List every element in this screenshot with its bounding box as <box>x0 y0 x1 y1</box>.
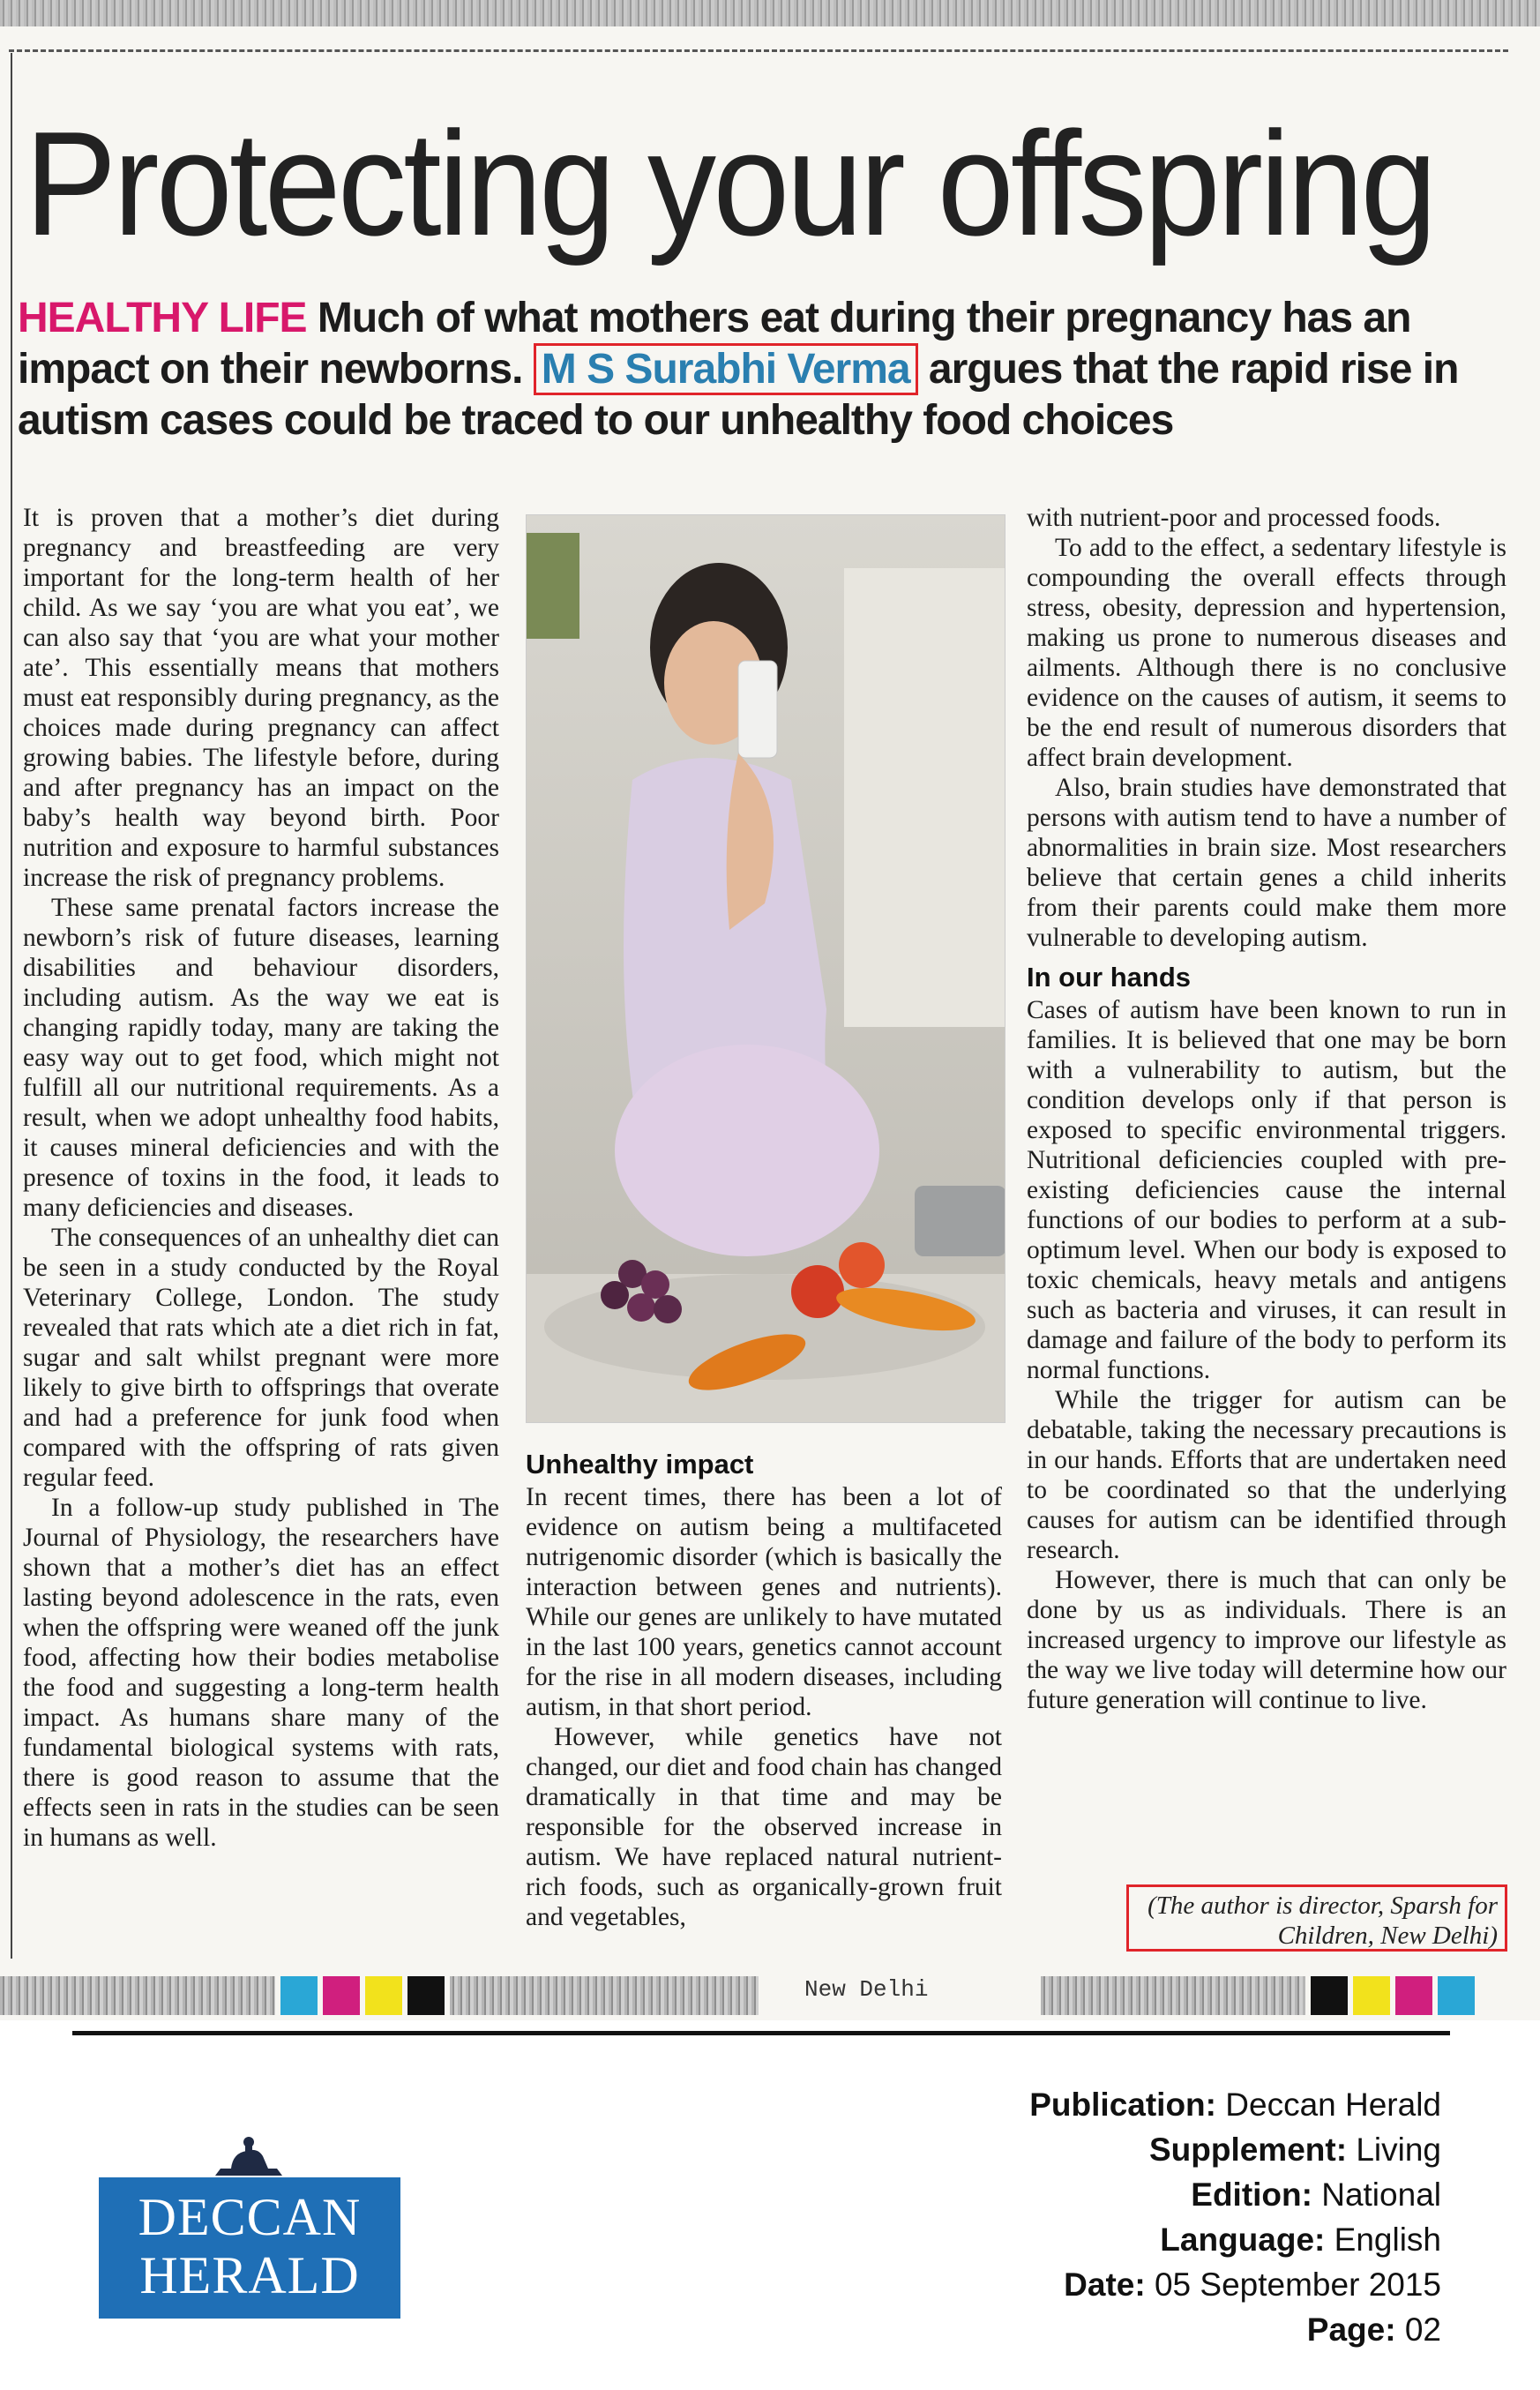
color-swatch-yellow <box>365 1976 402 2015</box>
meta-supplement: Supplement: Living <box>1148 2132 1441 2168</box>
scan-top-band <box>0 0 1540 26</box>
color-swatch-black <box>407 1976 445 2015</box>
color-swatch-magenta <box>1395 1976 1432 2015</box>
deck-text-after: argues that the rapid rise in autism cases could be traced to our unhealthy food choices <box>18 346 1459 444</box>
deccan-herald-emblem-icon <box>206 2133 291 2179</box>
paragraph: In a follow-up study published in The Journal of Physiology, the researchers have shown that a mother’s diet has an effect lasting beyond adolescence in the rats, even when the offspring were weaned off the junk food, affecting how their bodies metabolise the food and suggesting a long-term health impact. As humans share many of the fundamental biological systems with rats, there is good reason to assume that the effects seen in rats in the studies can be seen in humans as well. <box>23 1494 499 1852</box>
deck-kicker: HEALTHY LIFE <box>18 295 307 341</box>
separator-rule <box>72 2031 1450 2035</box>
photo-pregnant-woman-drinking-milk <box>526 514 1005 1423</box>
byline: M S Surabhi Verma <box>534 343 918 395</box>
color-swatch-cyan <box>1438 1976 1475 2015</box>
cut-line <box>9 49 1508 52</box>
meta-edition: Edition: National <box>1191 2176 1441 2213</box>
paragraph: It is proven that a mother’s diet during pregnancy and breastfeeding are very important for the long-term health of her child. As we say ‘you are what you eat’, we can also say that ‘you are what your mother ate’. This essentially means that mothers must eat responsibly during pregnancy, as the choices made during pregnancy can affect growing babies. The lifestyle before, during and after pregnancy has an impact on the baby’s health way beyond birth. Poor nutrition and exposure to harmful substances increase the risk of pregnancy problems. <box>23 504 499 892</box>
scan-grey-strip <box>450 1976 759 2015</box>
paragraph: However, there is much that can only be done by us as individuals. There is an increased urgency to improve our lifestyle as the way we live today will determine how our future generation will continue to live. <box>1027 1566 1506 1714</box>
meta-language: Language: English <box>1160 2221 1441 2258</box>
paragraph: However, while genetics have not changed, our diet and food chain has changed dramatically in that time and may be responsible for the observed increase in autism. We have replaced natural nutrient-rich foods, such as organically-grown fruit and vegetables, <box>526 1723 1002 1931</box>
subhead-unhealthy-impact: Unhealthy impact <box>526 1449 754 1480</box>
meta-page: Page: 02 <box>1306 2311 1441 2348</box>
logo-line-2: HERALD <box>139 2246 360 2304</box>
scan-grey-strip <box>1041 1976 1305 2015</box>
meta-date: Date: 05 September 2015 <box>1064 2266 1441 2303</box>
article-column-3 <box>1027 503 1506 1715</box>
deck <box>18 293 1508 446</box>
edition-city: New Delhi <box>804 1976 929 2003</box>
logo-line-1: DECCAN <box>138 2188 362 2246</box>
headline: Protecting your offspring <box>25 101 1434 266</box>
deck-text-before: Much of what mothers eat during their pregnancy has an impact on their newborns. <box>18 295 1411 393</box>
author-credit: (The author is director, Sparsh for Children, New Delhi) <box>1126 1884 1507 1952</box>
article-column-1 <box>23 503 499 1853</box>
scan-grey-strip <box>0 1976 275 2015</box>
color-swatch-magenta <box>323 1976 360 2015</box>
color-swatch-cyan <box>280 1976 318 2015</box>
paragraph: While the trigger for autism can be debatable, taking the necessary precautions is in our hands. Efforts that are undertaken need to be coordinated so that the underlying causes for autism can be identified through research. <box>1027 1386 1506 1564</box>
scan-bottom-band <box>0 1967 1540 2017</box>
color-swatch-yellow <box>1353 1976 1390 2015</box>
publication-metadata <box>824 2082 1441 2352</box>
subhead-in-our-hands: In our hands <box>1027 962 1191 993</box>
deccan-herald-logo <box>99 2177 400 2319</box>
paragraph: In recent times, there has been a lot of evidence on autism being a multifaceted nutrigenomic disorder (which is basically the interaction between genes and nutrients). While our genes are unlikely to have mutated in the last 100 years, genetics cannot account for the rise in all modern diseases, including autism, in that short period. <box>526 1483 1002 1721</box>
paragraph: The consequences of an unhealthy diet can be seen in a study conducted by the Royal Veterinary College, London. The study revealed that rats which ate a diet rich in fat, sugar and salt whilst pregnant were more likely to give birth to offsprings that overate and had a preference for junk food when compared with the offspring of rats given regular feed. <box>23 1224 499 1492</box>
paragraph: with nutrient-poor and processed foods. <box>1027 504 1441 532</box>
article-column-2 <box>526 1440 1002 1932</box>
article-photo <box>527 515 1005 1423</box>
meta-publication: Publication: Deccan Herald <box>1029 2087 1441 2123</box>
paragraph: These same prenatal factors increase the newborn’s risk of future diseases, learning disabilities and behaviour disorders, including autism. As the way we eat is changing rapidly today, many are taking the easy way out to get food, which might not fulfill all our nutritional requirements. As a result, when we adopt unhealthy food habits, it causes mineral deficiencies and with the presence of toxins in the food, it leads to many deficiencies and diseases. <box>23 894 499 1222</box>
paragraph: Cases of autism have been known to run in families. It is believed that one may be born with a vulnerability to autism, but the condition develops only if that person is exposed to specific environmental triggers. Nutritional deficiencies coupled with pre-existing deficiencies cause the internal functions of our bodies to perform at a sub-optimum level. When our body is exposed to toxic chemicals, heavy metals and antigens such as bacteria and viruses, it can result in damage and failure of the body to perform its normal functions. <box>1027 996 1506 1384</box>
color-swatch-black <box>1311 1976 1348 2015</box>
column-rule <box>11 53 12 1959</box>
paragraph: To add to the effect, a sedentary lifestyle is compounding the overall effects through stress, obesity, depression and hypertension, making us prone to numerous diseases and ailments. Although there is no conclusive evidence on the causes of autism, it seems to be the end result of numerous disorders that affect brain development. <box>1027 534 1506 772</box>
paragraph: Also, brain studies have demonstrated that persons with autism tend to have a number of abnormalities in brain size. Most researchers believe that certain genes a child inherits from their parents could make them more vulnerable to developing autism. <box>1027 774 1506 952</box>
